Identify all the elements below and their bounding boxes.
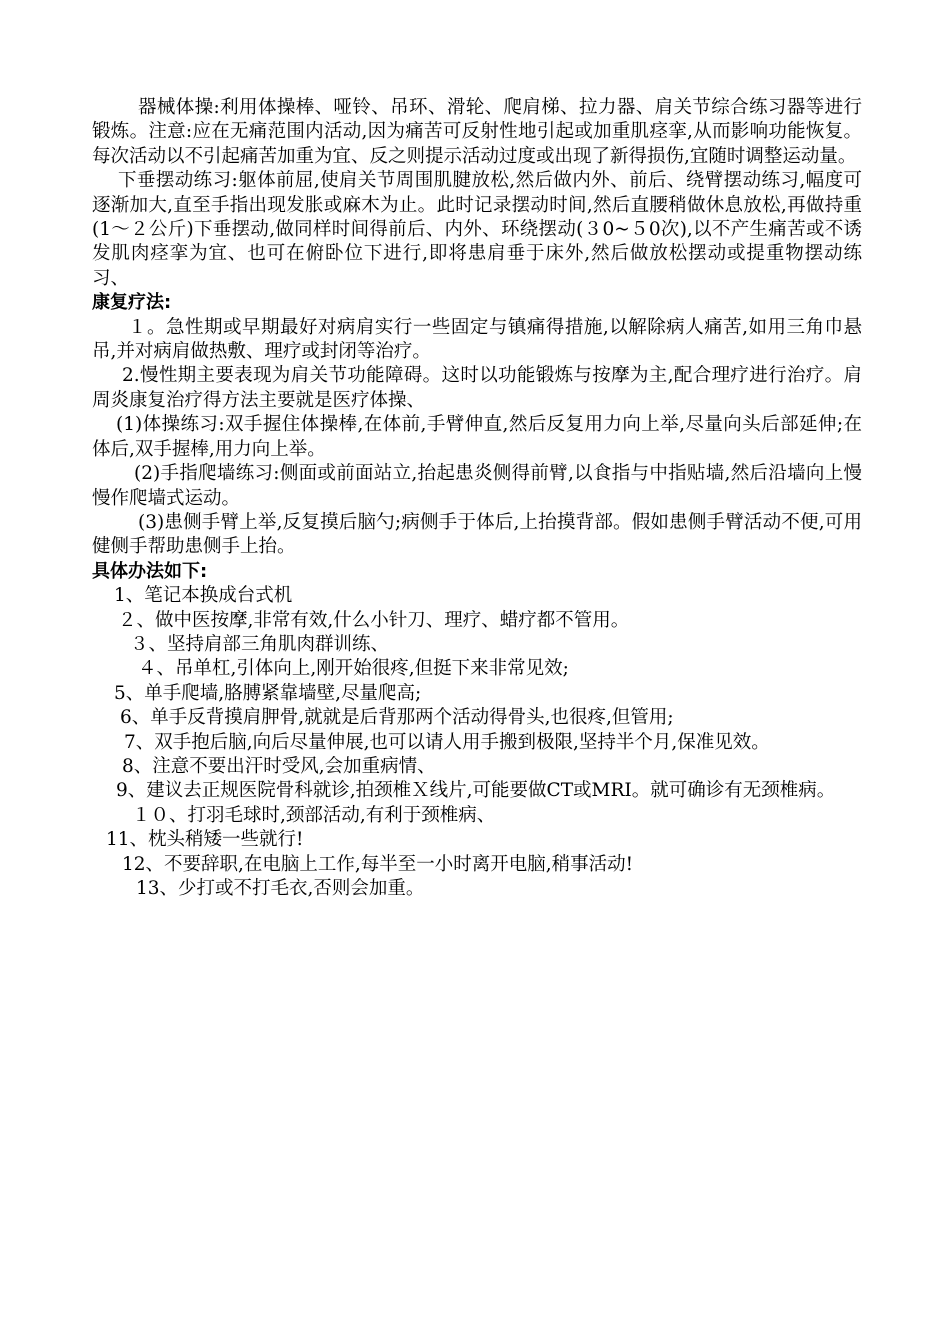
method-item-7: 7、双手抱后脑,向后尽量伸展,也可以请人用手搬到极限,坚持半个月,保准见效。 <box>124 731 770 753</box>
rehab-item-5: (3)患侧手臂上举,反复摸后脑勺;病侧手于体后,上抬摸背部。假如患侧手臂活动不便,可用健侧手帮助患侧手上抬。 <box>92 511 862 558</box>
method-item-12: 12、不要辞职,在电脑上工作,每半至一小时离开电脑,稍事活动! <box>122 853 634 875</box>
heading-rehab: 康复疗法: <box>92 292 172 314</box>
heading-methods: 具体办法如下: <box>92 560 208 582</box>
method-item-6: 6、单手反背摸肩胛骨,就就是后背那两个活动得骨头,也很疼,但管用; <box>120 707 674 729</box>
rehab-item-1: １。急性期或早期最好对病肩实行一些固定与镇痛得措施,以解除病人痛苦,如用三角巾悬吊,并对病肩做热敷、理疗或封闭等治疗。 <box>92 316 862 363</box>
method-item-4: ４、吊单杠,引体向上,刚开始很疼,但挺下来非常见效; <box>138 658 569 680</box>
paragraph-equipment-exercise: 器械体操:利用体操棒、哑铃、吊环、滑轮、爬肩梯、拉力器、肩关节综合练习器等进行锻炼。注意:应在无痛范围内活动,因为痛苦可反射性地引起或加重肌痉挛,从而影响功能恢复。每次活动以不引起痛苦加重为宜、反之则提示活动过度或出现了新得损伤,宜随时调整运动量。 <box>92 97 862 167</box>
method-item-9: 9、建议去正规医院骨科就诊,拍颈椎Ｘ线片,可能要做CT或MRI。就可确诊有无颈椎病。 <box>116 780 836 802</box>
method-item-13: 13、少打或不打毛衣,否则会加重。 <box>136 878 425 899</box>
method-item-5: 5、单手爬墙,胳膊紧靠墙壁,尽量爬高; <box>114 682 422 704</box>
method-item-10: １０、打羽毛球时,颈部活动,有利于颈椎病、 <box>132 804 496 826</box>
method-item-1: 1、笔记本换成台式机 <box>114 585 293 607</box>
method-item-2: ２、做中医按摩,非常有效,什么小针刀、理疗、蜡疗都不管用。 <box>118 609 630 631</box>
method-item-8: 8、注意不要出汗时受风,会加重病情、 <box>122 755 436 777</box>
rehab-item-4: (2)手指爬墙练习:侧面或前面站立,抬起患炎侧得前臂,以食指与中指贴墙,然后沿墙向上慢慢作爬墙式运动。 <box>92 463 862 509</box>
rehab-item-2: 2.慢性期主要表现为肩关节功能障碍。这时以功能锻炼与按摩为主,配合理疗进行治疗。肩周炎康复治疗得方法主要就是医疗体操、 <box>92 365 862 411</box>
paragraph-pendulum-exercise: 下垂摆动练习:躯体前屈,使肩关节周围肌腱放松,然后做内外、前后、绕臂摆动练习,幅度可逐渐加大,直至手指出现发胀或麻木为止。此时记录摆动时间,然后直腰稍做休息放松,再做持重(1～２公斤)下垂摆动,做同样时间得前后、内外、环绕摆动(３0~５0次),以不产生痛苦或不诱发肌肉痉挛为宜、也可在俯卧位下进行,即将患肩垂于床外,然后做放松摆动或提重物摆动练习、 <box>92 170 862 289</box>
method-item-11: 11、枕头稍矮一些就行! <box>106 829 304 851</box>
document-page <box>92 96 862 901</box>
method-item-3: ３、坚持肩部三角肌肉群训练、 <box>130 633 390 655</box>
rehab-item-3: (1)体操练习:双手握住体操棒,在体前,手臂伸直,然后反复用力向上举,尽量向头后部延伸;在体后,双手握棒,用力向上举。 <box>92 414 862 460</box>
